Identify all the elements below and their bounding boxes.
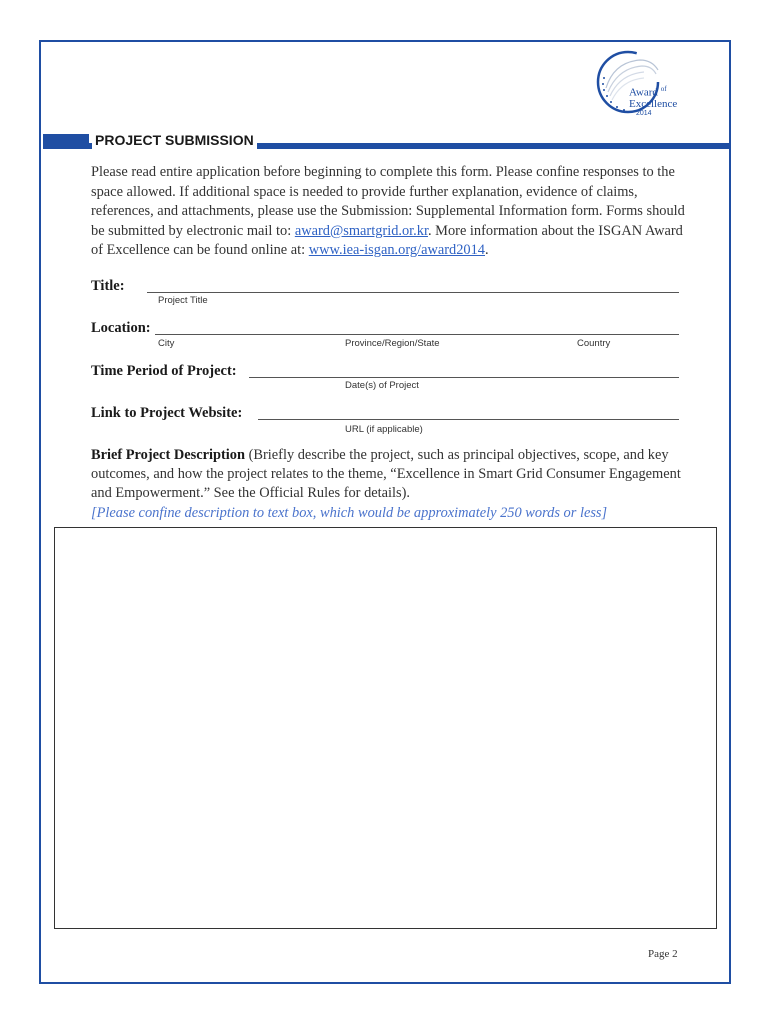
logo-excellence-text: Excellence: [629, 98, 678, 110]
description-text-box[interactable]: [54, 527, 717, 929]
website-field[interactable]: [258, 419, 679, 420]
website-label: Link to Project Website:: [91, 405, 243, 421]
time-period-label: Time Period of Project:: [91, 363, 237, 379]
description-note: [Please confine description to text box, which would be approximately 250 words or less]: [91, 504, 608, 521]
isgan-award-logo: [592, 48, 682, 118]
section-title: PROJECT SUBMISSION: [92, 132, 257, 149]
website-sublabel: URL (if applicable): [345, 424, 423, 435]
section-header-accent: [43, 134, 89, 149]
logo-award-text: Award $^{of}$: [629, 85, 667, 99]
time-period-field[interactable]: [249, 377, 679, 378]
description-heading: Brief Project Description: [91, 447, 245, 463]
time-period-sublabel: Date(s) of Project: [345, 380, 419, 391]
intro-paragraph: Please read entire application before beginning to complete this form. Please confine responses to the space allowed. If additional space is needed to provide further explanation, evidence of claims, references, and attachments, please use the Submission: Supplemental Information form. Forms should be submitted by electronic mail to: award@smartgrid.or.kr. More information about the ISGAN Award of Excellence can be found online at: www.iea-isgan.org/award2014.: [91, 164, 685, 259]
location-country-sublabel: Country: [577, 338, 611, 349]
location-field[interactable]: [155, 334, 679, 335]
location-label: Location:: [91, 320, 151, 336]
description-instructions: Brief Project Description (Briefly describe the project, such as principal objectives, scope, and key outcomes, and how the project relates to the theme, “Excellence in Smart Grid Consumer Engagement and Empowerment.” See the Official Rules for details). [Please confine description to text box, which would be approximately 250 words or less]: [91, 446, 691, 523]
website-link[interactable]: www.iea-isgan.org/award2014: [308, 242, 486, 259]
email-link[interactable]: award@smartgrid.or.kr: [294, 222, 428, 239]
page-number: Page 2: [648, 948, 678, 960]
title-field[interactable]: [147, 292, 679, 293]
location-city-sublabel: City: [158, 338, 175, 349]
title-label: Title:: [91, 278, 125, 294]
title-sublabel: Project Title: [158, 295, 208, 306]
location-province-sublabel: Province/Region/State: [345, 338, 440, 349]
logo-year: 2014: [636, 110, 652, 117]
